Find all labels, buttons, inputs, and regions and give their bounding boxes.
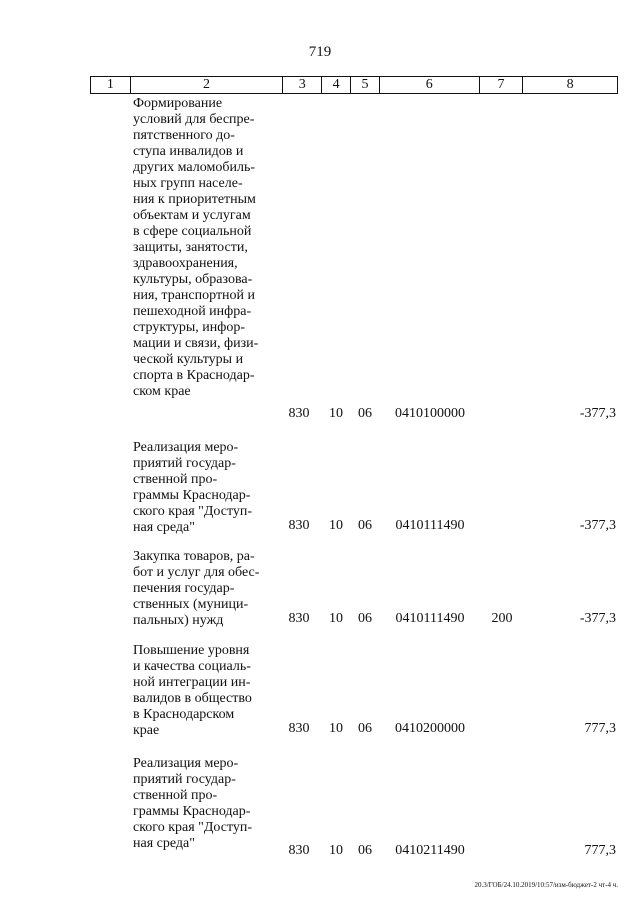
cell-col-6: 0410111490: [395, 611, 465, 626]
cell-col-6: 0410100000: [395, 406, 465, 421]
header-col-8: 8: [566, 77, 574, 92]
cell-col-5: 06: [358, 406, 372, 421]
cell-col-6: 0410211490: [395, 843, 465, 858]
cell-col-8: -377,3: [579, 406, 616, 421]
cell-col-4: 10: [329, 406, 343, 421]
cell-col-3: 830: [288, 406, 310, 421]
row-name: Реализация меро- приятий государ- ственной про- граммы Краснодар- ского края "Доступ- ная среда": [133, 440, 253, 535]
header-col-6: 6: [380, 77, 480, 93]
cell-col-3: 830: [288, 518, 310, 533]
cell-col-3: 830: [288, 721, 310, 736]
cell-col-3: 830: [288, 843, 310, 858]
cell-col-4: 10: [329, 721, 343, 736]
cell-col-4: 10: [329, 611, 343, 626]
cell-col-6: 0410111490: [395, 518, 465, 533]
header-col-2: 2: [131, 77, 283, 93]
cell-col-6: 0410200000: [395, 721, 465, 736]
row-name: Формирование условий для беспре- пятственного до- ступа инвалидов и других маломобиль- ных групп населе- ния к приоритетным объектам и услугам в сфере социальной защиты, занятости, здравоохранения, культуры, образова- ния, транспортной и пешеходной инфра- структуры, инфор- мации и связи, физи- ческой культуры и спорта в Краснодар- ском крае: [133, 96, 259, 399]
header-col-5: 5: [351, 77, 380, 93]
row-name: Закупка товаров, ра- бот и услуг для обес- печения государ- ственных (муници- пальных) нужд: [133, 549, 260, 628]
header-col-1: 1: [91, 77, 131, 93]
cell-col-3: 830: [288, 611, 310, 626]
cell-col-8: 777,3: [584, 721, 616, 736]
row-name: Повышение уровня и качества социаль- ной интеграции ин- валидов в общество в Краснодарском крае: [133, 643, 252, 738]
cell-col-5: 06: [358, 518, 372, 533]
cell-col-4: 10: [329, 843, 343, 858]
cell-col-5: 06: [358, 843, 372, 858]
cell-col-5: 06: [358, 721, 372, 736]
footer-note: 20.3/ГОБ/24.10.2019/10:57/изм-бюджет-2 чт-4 ч.: [474, 881, 618, 889]
cell-col-5: 06: [358, 611, 372, 626]
header-col-7: 7: [480, 77, 524, 93]
header-col-3: 3: [283, 77, 322, 93]
cell-col-8: -377,3: [579, 611, 616, 626]
cell-col-8: -377,3: [579, 518, 616, 533]
cell-col-4: 10: [329, 518, 343, 533]
page-number: 719: [308, 44, 332, 60]
table-header-row: [90, 76, 618, 94]
header-col-4: 4: [322, 77, 351, 93]
row-name: Реализация меро- приятий государ- ственной про- граммы Краснодар- ского края "Доступ- ная среда": [133, 756, 253, 851]
cell-col-8: 777,3: [584, 843, 616, 858]
cell-col-7: 200: [491, 611, 513, 626]
